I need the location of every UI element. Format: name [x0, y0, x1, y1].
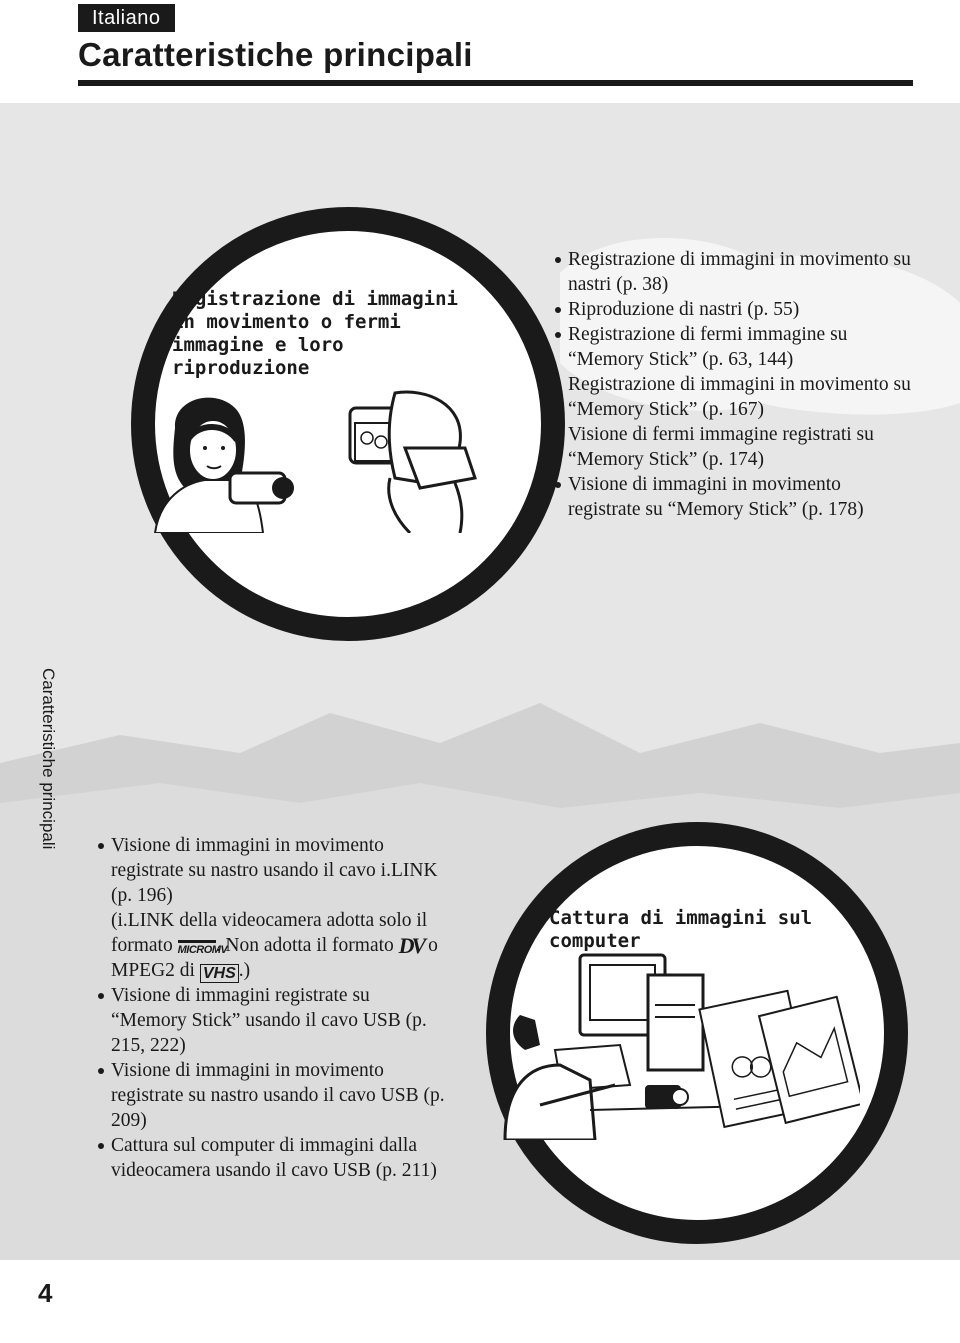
computer-feature-list: [98, 833, 448, 1183]
list-item: Riproduzione di nastri (p. 55): [555, 297, 915, 322]
list-item: Visione di immagini registrate su “Memory Stick” usando il cavo USB (p. 215, 222): [98, 983, 448, 1058]
side-section-tab: [30, 668, 60, 883]
recording-section-heading: Registrazione di immagini in movimento o fermi immagine e loro riproduzione: [172, 288, 458, 379]
side-tab-label: Caratteristiche principali: [39, 668, 58, 850]
micromv-logo: MICROMV: [178, 940, 216, 956]
language-tag: Italiano: [78, 4, 175, 32]
title-rule: [78, 80, 913, 86]
format-note: .): [238, 960, 251, 981]
page-title: Caratteristiche principali: [78, 36, 473, 73]
list-item: [98, 833, 448, 983]
page-number: 4: [38, 1278, 53, 1308]
list-item: Cattura sul computer di immagini dalla videocamera usando il cavo USB (p. 211): [98, 1133, 448, 1183]
list-item: Registrazione di fermi immagine su “Memory Stick” (p. 63, 144): [555, 322, 915, 372]
computer-section-heading: Cattura di immagini sul computer: [549, 907, 813, 952]
list-item: Visione di immagini in movimento registrate su nastro usando il cavo USB (p. 209): [98, 1058, 448, 1133]
list-item: Visione di immagini in movimento registrate su “Memory Stick” (p. 178): [555, 472, 915, 522]
dvhs-logo: VHS: [200, 964, 239, 983]
dv-logo: DV: [398, 933, 424, 958]
format-note: . Non adotta il formato: [215, 935, 394, 956]
person-at-computer-illustration: [500, 945, 860, 1140]
format-note: o MPEG2 di: [111, 935, 438, 981]
list-item: Registrazione di immagini in movimento su “Memory Stick” (p. 167): [555, 372, 915, 422]
woman-with-camcorder-illustration: [145, 388, 485, 533]
recording-feature-list: [555, 247, 915, 522]
list-item-text: Visione di immagini in movimento registrate su nastro usando il cavo i.LINK (p. 196): [111, 835, 438, 906]
list-item: Registrazione di immagini in movimento su nastri (p. 38): [555, 247, 915, 297]
list-item: Visione di fermi immagine registrati su “Memory Stick” (p. 174): [555, 422, 915, 472]
format-note: (i.LINK della videocamera adotta solo il formato: [111, 910, 428, 956]
